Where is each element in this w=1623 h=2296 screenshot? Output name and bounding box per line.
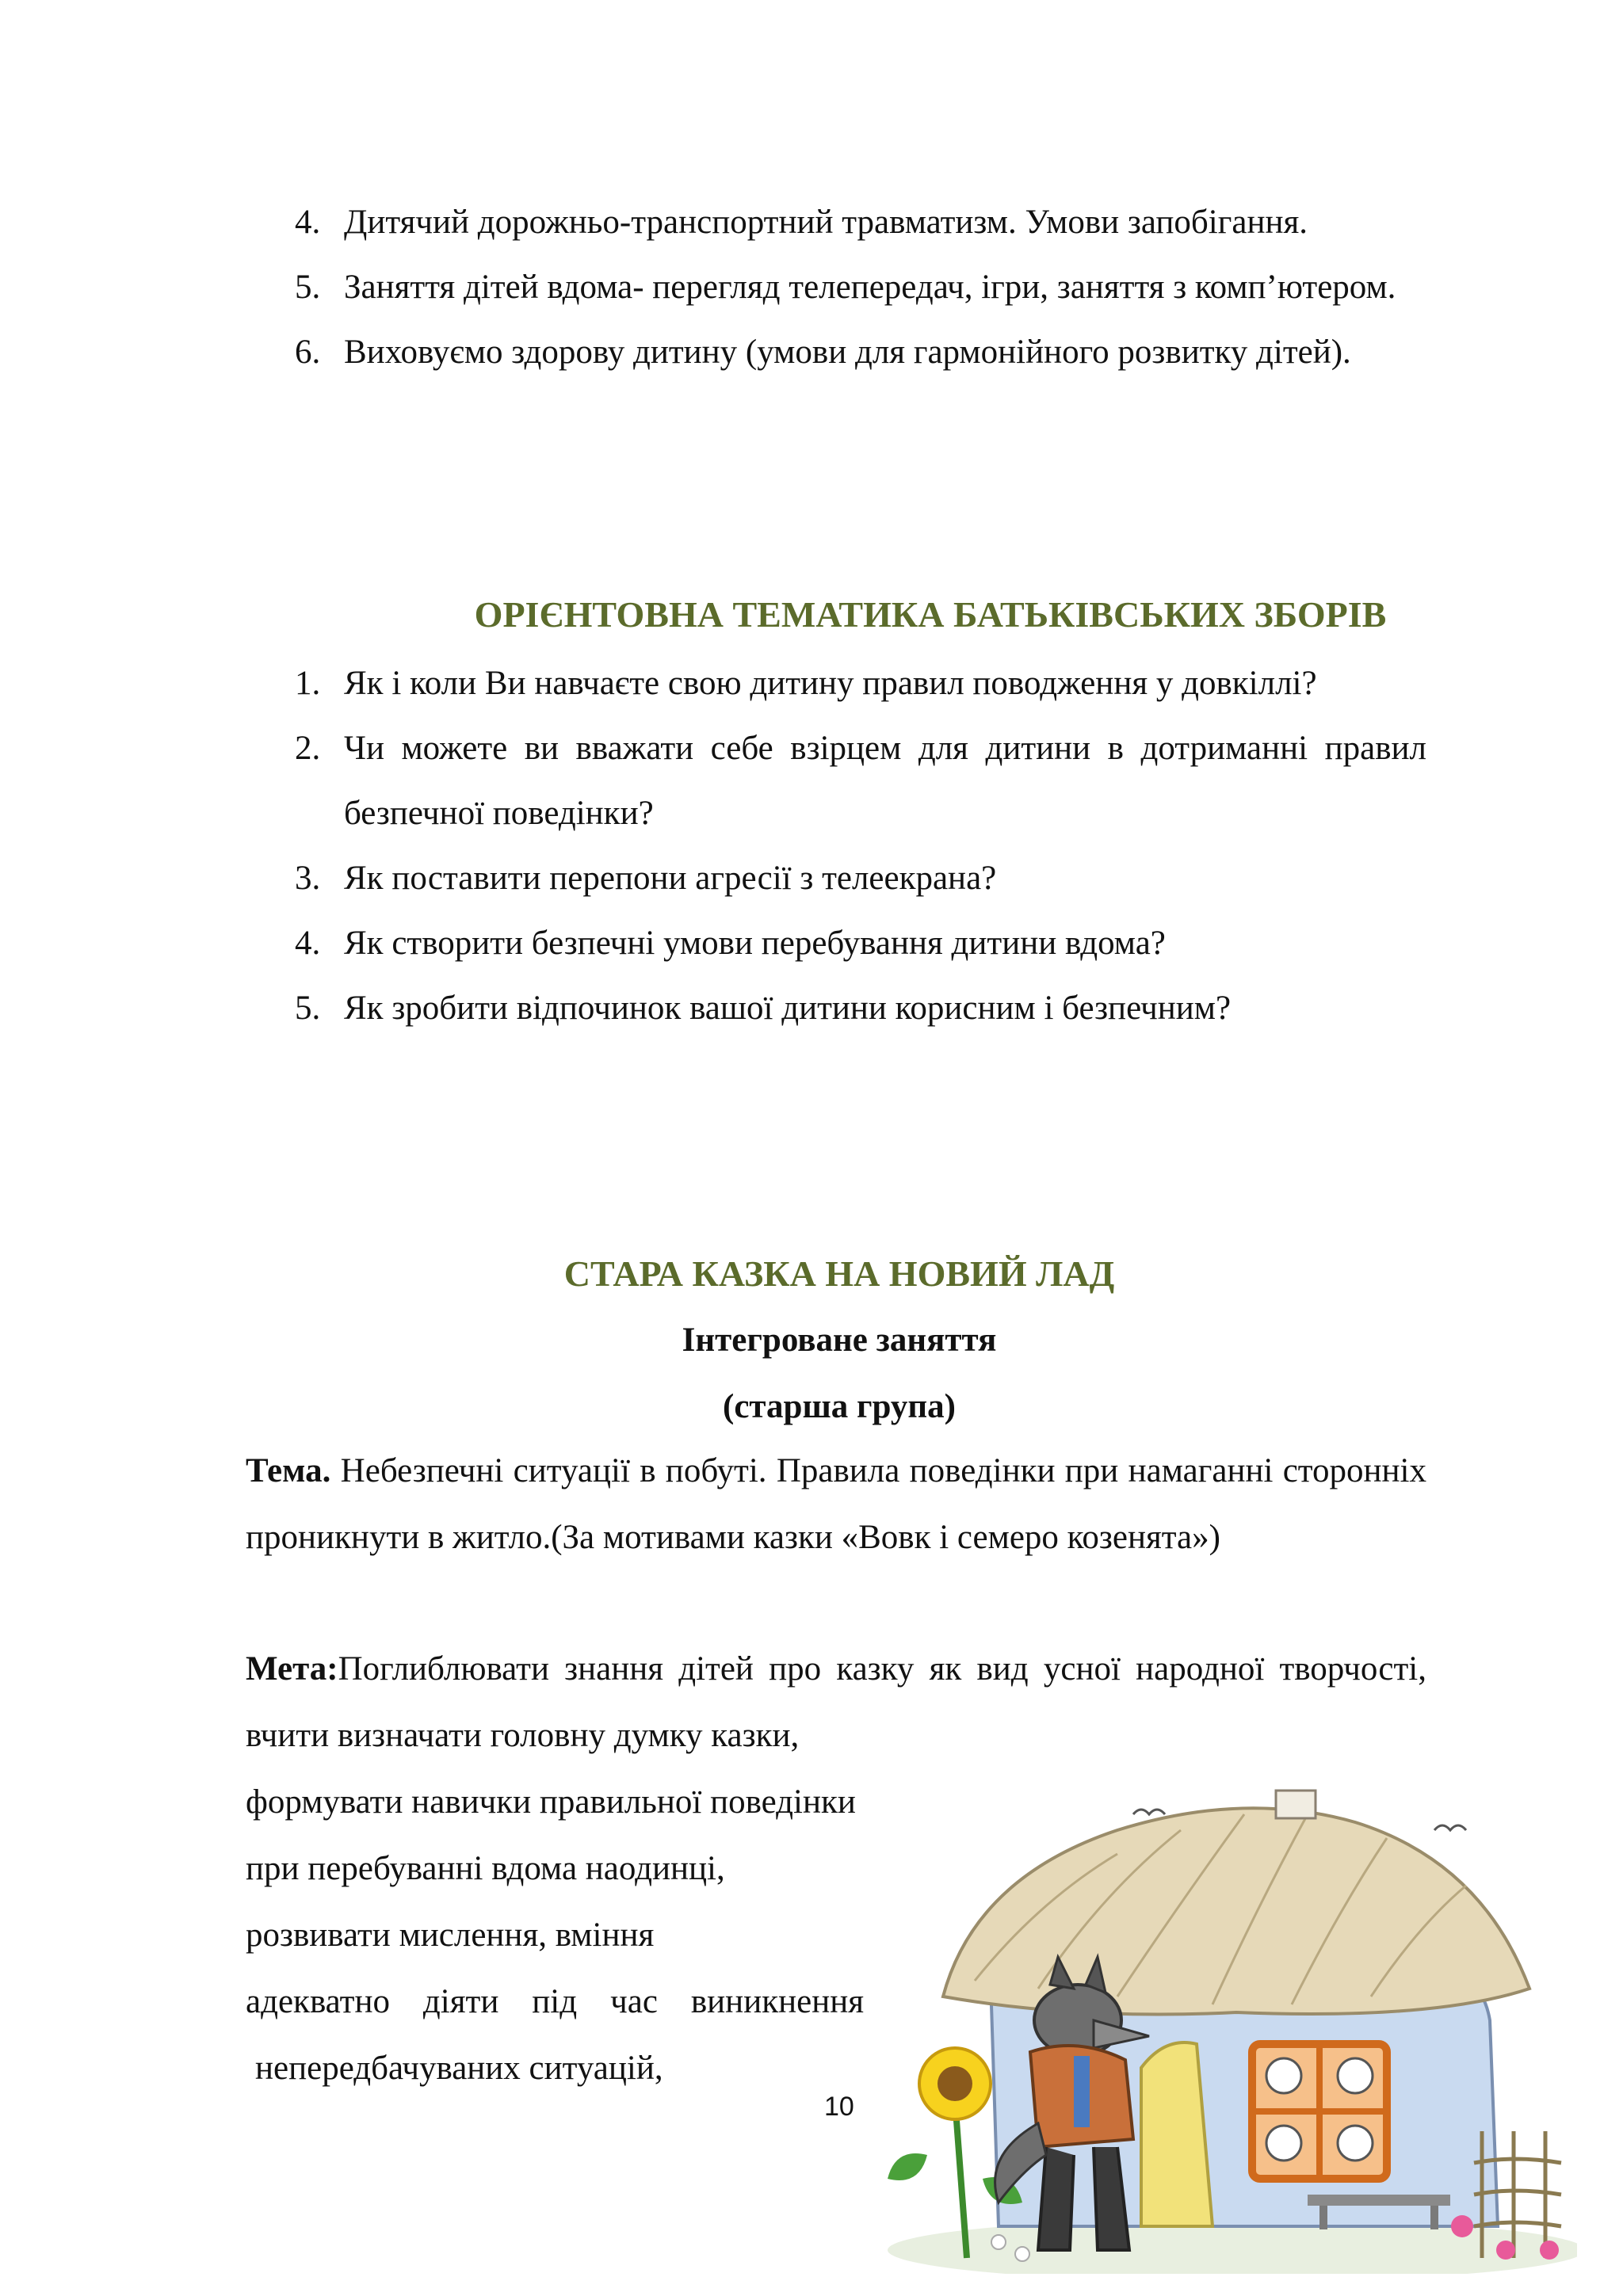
section-heading-fairy-tale: СТАРА КАЗКА НА НОВИЙ ЛАД bbox=[563, 1253, 1115, 1294]
list-item bbox=[295, 716, 1426, 846]
list-item-number: 1. bbox=[295, 665, 321, 702]
theme-label: Тема. bbox=[246, 1452, 331, 1489]
bench bbox=[1308, 2195, 1450, 2206]
list-item-text: Заняття дітей вдома- перегляд телепередач, ігри, заняття з комп’ютером. bbox=[344, 269, 1396, 306]
section-heading-parent-meetings: ОРІЄНТОВНА ТЕМАТИКА БАТЬКІВСЬКИХ ЗБОРІВ bbox=[474, 594, 1387, 635]
list-item-text: Як зробити відпочинок вашої дитини корисним і безпечним? bbox=[344, 990, 1232, 1027]
chimney bbox=[1276, 1791, 1316, 1818]
list-item bbox=[295, 651, 1426, 716]
bird-icon bbox=[1133, 1810, 1165, 1814]
list-item bbox=[295, 846, 1426, 911]
goat-kid bbox=[1266, 2058, 1301, 2093]
flower bbox=[1451, 2215, 1473, 2237]
goal-paragraph bbox=[246, 1636, 1426, 1769]
list-item-number: 4. bbox=[295, 925, 321, 962]
list-item-text: Як створити безпечні умови перебування дитини вдома? bbox=[344, 925, 1166, 962]
list-item-number: 3. bbox=[295, 860, 321, 897]
list-item-number: 4. bbox=[295, 204, 321, 241]
list-item-text: Як поставити перепони агресії з телеекрана? bbox=[344, 860, 997, 897]
theme-text: Небезпечні ситуації в побуті. Правила поведінки при намаганні сторонніх проникнути в житло.(За мотивами казки «Вовк і семеро козенята») bbox=[246, 1452, 1426, 1556]
flower bbox=[1540, 2241, 1559, 2260]
bird-icon bbox=[1434, 1825, 1466, 1830]
goat-kid bbox=[1338, 2126, 1373, 2161]
list-item-number: 2. bbox=[295, 730, 321, 767]
group-subtitle: (старша група) bbox=[723, 1388, 956, 1425]
list-item bbox=[295, 255, 1426, 320]
goal-line: формувати навички правильної поведінки bbox=[246, 1783, 856, 1821]
theme-paragraph bbox=[246, 1438, 1426, 1571]
flower bbox=[1015, 2247, 1029, 2261]
page-number: 10 bbox=[824, 2092, 854, 2122]
list-item-number: 5. bbox=[295, 990, 321, 1027]
goal-line: непередбачуваних ситуацій, bbox=[255, 2050, 663, 2087]
goat-kid bbox=[1338, 2058, 1373, 2093]
numbered-list-meeting-topics bbox=[295, 651, 1426, 1041]
goal-line: при перебуванні вдома наодинці, bbox=[246, 1850, 725, 1887]
list-item-text: Чи можете ви вважати себе взірцем для дитини в дотриманні правил безпечної поведінки? bbox=[344, 730, 1426, 832]
list-item-text: Як і коли Ви навчаєте свою дитину правил поводження у довкіллі? bbox=[344, 665, 1317, 702]
list-item bbox=[295, 190, 1426, 255]
goal-label: Мета: bbox=[246, 1650, 338, 1688]
wolf-at-cottage-illustration bbox=[880, 1783, 1577, 2274]
list-item-number: 5. bbox=[295, 269, 321, 306]
list-item-text: Виховуємо здорову дитину (умови для гармонійного розвитку дітей). bbox=[344, 334, 1351, 371]
goat-kid bbox=[1266, 2126, 1301, 2161]
lesson-type-subtitle: Інтегроване заняття bbox=[682, 1322, 997, 1359]
numbered-list-topics bbox=[295, 190, 1426, 385]
list-item-number: 6. bbox=[295, 334, 321, 371]
thatched-roof bbox=[943, 1808, 1529, 2014]
goal-text: Поглиблювати знання дітей про казку як вид усної народної творчості, вчити визначати головну думку казки, bbox=[246, 1650, 1426, 1754]
goal-line: адекватно діяти під час виникнення bbox=[246, 1983, 864, 2020]
flower bbox=[991, 2235, 1006, 2249]
goal-line: розвивати мислення, вміння bbox=[246, 1917, 655, 1954]
list-item bbox=[295, 976, 1426, 1041]
list-item bbox=[295, 320, 1426, 385]
flower bbox=[1496, 2241, 1515, 2260]
list-item-text: Дитячий дорожньо-транспортний травматизм. Умови запобігання. bbox=[344, 204, 1308, 241]
list-item bbox=[295, 911, 1426, 976]
